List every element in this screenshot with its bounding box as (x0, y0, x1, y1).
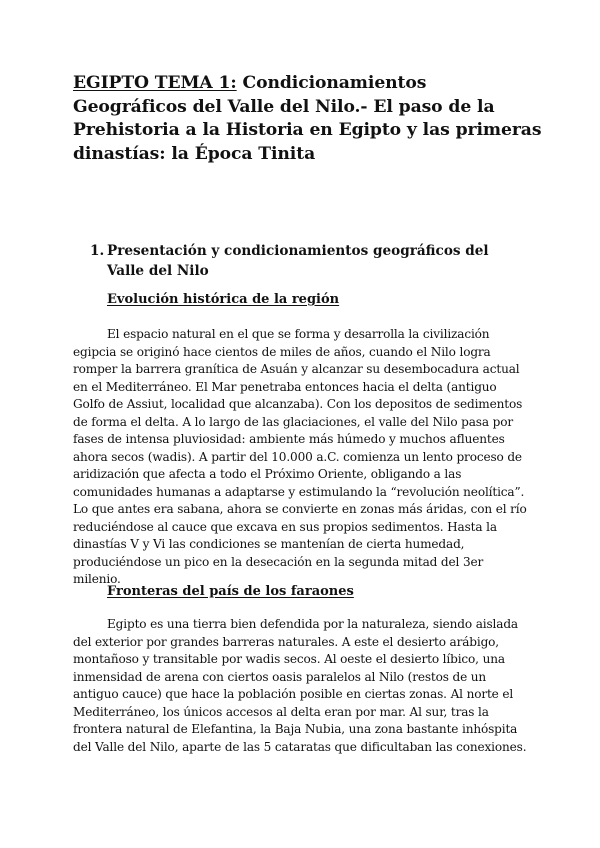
section-heading (90, 241, 530, 281)
section-title: Presentación y condicionamientos geográficos del Valle del Nilo (107, 243, 489, 279)
subheading-fronteras: Fronteras del país de los faraones (107, 584, 354, 599)
paragraph-evolucion: El espacio natural en el que se forma y desarrolla la civilización egipcia se originó hace cientos de miles de años, cuando el Nilo logra romper la barrera granítica de Asuán y alcanzar su desembocadura actual en el Mediterráneo. El Mar penetraba entonces hacia el delta (antiguo Golfo de Assiut, localidad que alcanzaba). Con los depositos de sedimentos de forma el delta. A lo largo de las glaciaciones, el valle del Nilo pasa por fases de intensa pluviosidad: ambiente más húmedo y muchos afluentes ahora secos (wadis). A partir del 10.000 a.C. comienza un lento proceso de aridización que afecta a todo el Próximo Oriente, obligando a las comunidades humanas a adaptarse y estimulando la “revolución neolítica”. Lo que antes era sabana, ahora se convierte en zonas más áridas, con el río reduciéndose al cauce que excava en sus propios sedimentos. Hasta la dinastías V y Vi las condiciones se mantenían de cierta humedad, produciéndose un pico en la desecación en la segunda mitad del 3er milenio. (73, 327, 527, 586)
paragraph-fronteras: Egipto es una tierra bien defendida por la naturaleza, siendo aislada del exterior por grandes barreras naturales. A este el desierto arábigo, montañoso y transitable por wadis secos. Al oeste el desierto líbico, una inmensidad de arena con ciertos oasis paralelos al Nilo (restos de un antiguo cauce) que hace la población posible en ciertas zonas. Al norte el Mediterráneo, los únicos accesos al delta eran por mar. Al sur, tras la frontera natural de Elefantina, la Baja Nubia, una zona bastante inhóspita del Valle del Nilo, aparte de las 5 cataratas que dificultaban las conexiones. (73, 617, 527, 754)
title-text: Condicionamientos Geográficos del Valle del Nilo.- El paso de la Prehistoria a la Historia en Egipto y las primeras dinastías: la Época Tinita (73, 73, 542, 164)
section-number: 1. (90, 243, 105, 259)
title-prefix: EGIPTO TEMA 1: (73, 73, 237, 93)
subheading-evolucion: Evolución histórica de la región (107, 292, 340, 307)
document-title (73, 72, 543, 166)
